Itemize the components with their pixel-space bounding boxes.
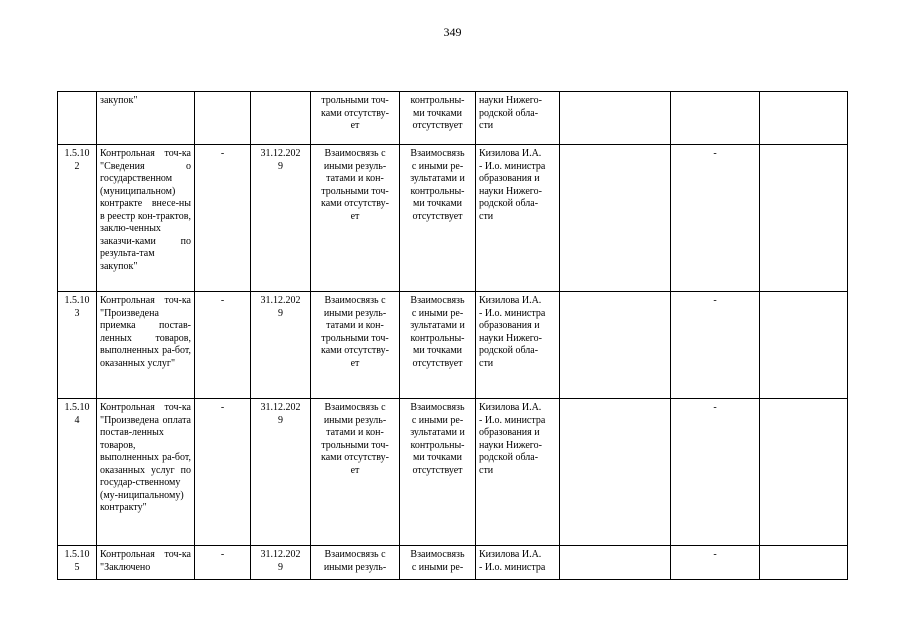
row-number-cell: 1.5.10 5 <box>58 546 97 580</box>
predecessor-cell: Взаимосвязь с иными резуль- татами и кон- трольными точ- ками отсутству- ет <box>311 292 400 399</box>
document-cell: - <box>671 546 760 580</box>
date-cell: 31.12.202 9 <box>251 399 311 546</box>
successor-cell: контрольны- ми точками отсутствует <box>400 92 476 145</box>
empty-cell <box>560 145 671 292</box>
predecessor-cell: Взаимосвязь с иными резуль- татами и кон- трольными точ- ками отсутству- ет <box>311 145 400 292</box>
predecessor-cell: трольными точ- ками отсутству- ет <box>311 92 400 145</box>
document-cell: - <box>671 399 760 546</box>
base-value-cell: - <box>195 546 251 580</box>
responsible-cell: Кизилова И.А. - И.о. министра образования и науки Нижего- родской обла- сти <box>476 292 560 399</box>
date-cell: 31.12.202 9 <box>251 145 311 292</box>
successor-cell: Взаимосвязь с иными ре- зультатами и контрольны- ми точками отсутствует <box>400 145 476 292</box>
predecessor-cell: Взаимосвязь с иными резуль- <box>311 546 400 580</box>
document-cell: - <box>671 145 760 292</box>
row-number-cell: 1.5.10 2 <box>58 145 97 292</box>
description-cell: закупок" <box>97 92 195 145</box>
empty-cell <box>760 292 848 399</box>
date-cell <box>251 92 311 145</box>
successor-cell: Взаимосвязь с иными ре- зультатами и контрольны- ми точками отсутствует <box>400 399 476 546</box>
document-cell <box>671 92 760 145</box>
empty-cell <box>560 292 671 399</box>
row-number-cell: 1.5.10 3 <box>58 292 97 399</box>
page-number: 349 <box>443 25 462 39</box>
empty-cell <box>760 145 848 292</box>
table-row <box>58 92 848 145</box>
base-value-cell: - <box>195 399 251 546</box>
table-row <box>58 145 848 292</box>
successor-cell: Взаимосвязь с иными ре- <box>400 546 476 580</box>
date-cell: 31.12.202 9 <box>251 546 311 580</box>
table-row <box>58 399 848 546</box>
table-row <box>58 292 848 399</box>
responsible-cell: Кизилова И.А. - И.о. министра образования и науки Нижего- родской обла- сти <box>476 145 560 292</box>
row-number-cell <box>58 92 97 145</box>
base-value-cell <box>195 92 251 145</box>
empty-cell <box>560 399 671 546</box>
base-value-cell: - <box>195 292 251 399</box>
date-cell: 31.12.202 9 <box>251 292 311 399</box>
description-cell: Контрольная точ-ка "Сведения о государственном (муниципальном) контракте внесе-ны в реестр кон-трактов, заклю-ченных заказчи-ками по результа-там закупок" <box>97 145 195 292</box>
empty-cell <box>760 399 848 546</box>
description-cell: Контрольная точ-ка "Заключено <box>97 546 195 580</box>
description-cell: Контрольная точ-ка "Произведена оплата постав-ленных товаров, выполненных ра-бот, оказанных услуг по государ-ственному (му-ниципальному) контракту" <box>97 399 195 546</box>
empty-cell <box>760 92 848 145</box>
base-value-cell: - <box>195 145 251 292</box>
successor-cell: Взаимосвязь с иными ре- зультатами и контрольны- ми точками отсутствует <box>400 292 476 399</box>
row-number-cell: 1.5.10 4 <box>58 399 97 546</box>
empty-cell <box>760 546 848 580</box>
description-cell: Контрольная точ-ка "Произведена приемка постав-ленных товаров, выполненных ра-бот, оказанных услуг" <box>97 292 195 399</box>
empty-cell <box>560 546 671 580</box>
predecessor-cell: Взаимосвязь с иными резуль- татами и кон- трольными точ- ками отсутству- ет <box>311 399 400 546</box>
responsible-cell: науки Нижего- родской обла- сти <box>476 92 560 145</box>
document-cell: - <box>671 292 760 399</box>
table-row <box>58 546 848 580</box>
control-points-table <box>57 91 848 580</box>
empty-cell <box>560 92 671 145</box>
responsible-cell: Кизилова И.А. - И.о. министра образования и науки Нижего- родской обла- сти <box>476 399 560 546</box>
responsible-cell: Кизилова И.А. - И.о. министра <box>476 546 560 580</box>
